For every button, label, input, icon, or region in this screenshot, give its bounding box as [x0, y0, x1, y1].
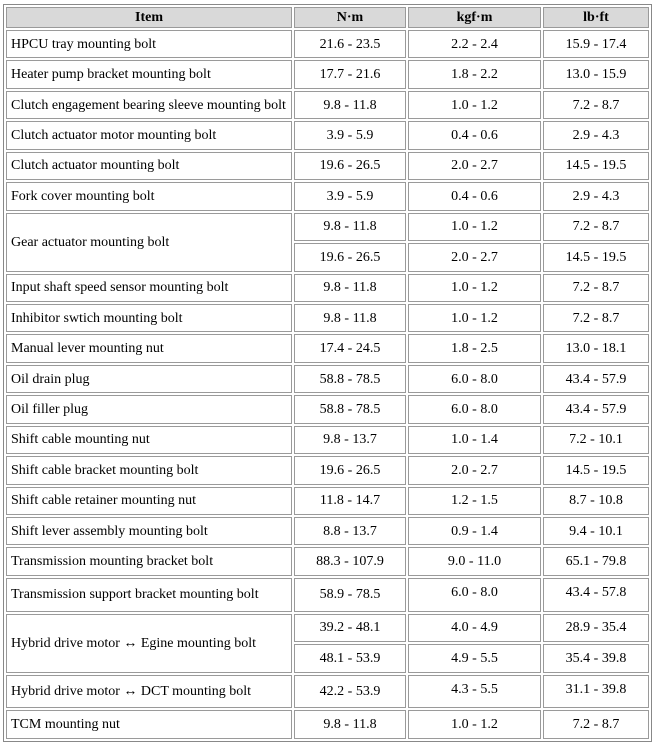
item-cell: Input shaft speed sensor mounting bolt	[6, 274, 292, 302]
header-row	[6, 7, 649, 28]
table-row	[6, 426, 649, 454]
kgfm-cell: 0.9 - 1.4	[408, 517, 541, 545]
lbft-cell: 7.2 - 8.7	[543, 274, 649, 302]
table-row	[6, 675, 649, 709]
lbft-cell: 43.4 - 57.9	[543, 395, 649, 423]
table-row	[6, 91, 649, 119]
lbft-cell: 14.5 - 19.5	[543, 456, 649, 484]
nm-cell: 58.8 - 78.5	[294, 365, 406, 393]
nm-cell: 58.8 - 78.5	[294, 395, 406, 423]
table-row	[6, 710, 649, 739]
kgfm-cell: 1.0 - 1.2	[408, 304, 541, 332]
lbft-cell: 13.0 - 15.9	[543, 60, 649, 88]
kgfm-cell: 9.0 - 11.0	[408, 547, 541, 575]
kgfm-cell: 2.0 - 2.7	[408, 456, 541, 484]
table-row	[6, 517, 649, 545]
item-cell: Shift cable mounting nut	[6, 426, 292, 454]
lbft-cell: 8.7 - 10.8	[543, 487, 649, 515]
table-row	[6, 213, 649, 241]
kgfm-cell: 1.0 - 1.2	[408, 213, 541, 241]
kgfm-cell: 2.0 - 2.7	[408, 152, 541, 180]
lbft-cell: 7.2 - 8.7	[543, 710, 649, 739]
table-row	[6, 365, 649, 393]
nm-cell: 19.6 - 26.5	[294, 152, 406, 180]
nm-cell: 19.6 - 26.5	[294, 456, 406, 484]
lbft-cell: 7.2 - 8.7	[543, 304, 649, 332]
kgfm-cell: 4.3 - 5.5	[408, 675, 541, 709]
kgfm-cell: 1.0 - 1.2	[408, 274, 541, 302]
kgfm-cell: 1.2 - 1.5	[408, 487, 541, 515]
lbft-cell: 13.0 - 18.1	[543, 334, 649, 362]
kgfm-cell: 0.4 - 0.6	[408, 182, 541, 210]
nm-cell: 17.4 - 24.5	[294, 334, 406, 362]
kgfm-cell: 1.0 - 1.4	[408, 426, 541, 454]
lbft-cell: 7.2 - 8.7	[543, 91, 649, 119]
item-cell: HPCU tray mounting bolt	[6, 30, 292, 58]
nm-cell: 48.1 - 53.9	[294, 644, 406, 672]
torque-spec-table	[3, 4, 652, 742]
table-row	[6, 578, 649, 612]
item-cell: Fork cover mounting bolt	[6, 182, 292, 210]
item-cell: Clutch actuator mounting bolt	[6, 152, 292, 180]
item-cell: Transmission mounting bracket bolt	[6, 547, 292, 575]
nm-cell: 21.6 - 23.5	[294, 30, 406, 58]
lbft-cell: 14.5 - 19.5	[543, 243, 649, 271]
item-cell: Shift lever assembly mounting bolt	[6, 517, 292, 545]
lbft-cell: 31.1 - 39.8	[543, 675, 649, 709]
kgfm-cell: 1.0 - 1.2	[408, 91, 541, 119]
table-row	[6, 304, 649, 332]
kgfm-cell: 2.2 - 2.4	[408, 30, 541, 58]
header-nm: N·m	[294, 7, 406, 28]
kgfm-cell: 1.0 - 1.2	[408, 710, 541, 739]
nm-cell: 58.9 - 78.5	[294, 578, 406, 612]
kgfm-cell: 2.0 - 2.7	[408, 243, 541, 271]
table-row	[6, 121, 649, 149]
table-row	[6, 60, 649, 88]
nm-cell: 9.8 - 13.7	[294, 426, 406, 454]
table-row	[6, 152, 649, 180]
kgfm-cell: 0.4 - 0.6	[408, 121, 541, 149]
nm-cell: 8.8 - 13.7	[294, 517, 406, 545]
item-cell: Clutch actuator motor mounting bolt	[6, 121, 292, 149]
header-kgfm: kgf·m	[408, 7, 541, 28]
nm-cell: 11.8 - 14.7	[294, 487, 406, 515]
item-cell: Shift cable bracket mounting bolt	[6, 456, 292, 484]
lbft-cell: 15.9 - 17.4	[543, 30, 649, 58]
lbft-cell: 14.5 - 19.5	[543, 152, 649, 180]
nm-cell: 9.8 - 11.8	[294, 304, 406, 332]
kgfm-cell: 6.0 - 8.0	[408, 395, 541, 423]
table-row	[6, 547, 649, 575]
lbft-cell: 28.9 - 35.4	[543, 614, 649, 642]
kgfm-cell: 1.8 - 2.5	[408, 334, 541, 362]
lbft-cell: 2.9 - 4.3	[543, 121, 649, 149]
kgfm-cell: 4.9 - 5.5	[408, 644, 541, 672]
lbft-cell: 43.4 - 57.9	[543, 365, 649, 393]
nm-cell: 19.6 - 26.5	[294, 243, 406, 271]
lbft-cell: 7.2 - 8.7	[543, 213, 649, 241]
item-cell: Gear actuator mounting bolt	[6, 213, 292, 272]
item-cell: TCM mounting nut	[6, 710, 292, 739]
lbft-cell: 35.4 - 39.8	[543, 644, 649, 672]
kgfm-cell: 6.0 - 8.0	[408, 365, 541, 393]
table-row	[6, 182, 649, 210]
table-row	[6, 487, 649, 515]
nm-cell: 42.2 - 53.9	[294, 675, 406, 709]
item-cell: Manual lever mounting nut	[6, 334, 292, 362]
item-cell: Clutch engagement bearing sleeve mounting bolt	[6, 91, 292, 119]
item-cell: Oil drain plug	[6, 365, 292, 393]
kgfm-cell: 6.0 - 8.0	[408, 578, 541, 612]
nm-cell: 3.9 - 5.9	[294, 121, 406, 149]
item-cell: Hybrid drive motor ↔ Egine mounting bolt	[6, 614, 292, 673]
item-cell: Inhibitor swtich mounting bolt	[6, 304, 292, 332]
nm-cell: 17.7 - 21.6	[294, 60, 406, 88]
item-cell: Oil filler plug	[6, 395, 292, 423]
item-cell: Heater pump bracket mounting bolt	[6, 60, 292, 88]
table-row	[6, 456, 649, 484]
lbft-cell: 7.2 - 10.1	[543, 426, 649, 454]
table-row	[6, 30, 649, 58]
lbft-cell: 2.9 - 4.3	[543, 182, 649, 210]
table-row	[6, 395, 649, 423]
nm-cell: 39.2 - 48.1	[294, 614, 406, 642]
lbft-cell: 65.1 - 79.8	[543, 547, 649, 575]
nm-cell: 9.8 - 11.8	[294, 710, 406, 739]
item-cell: Shift cable retainer mounting nut	[6, 487, 292, 515]
item-cell: Transmission support bracket mounting bolt	[6, 578, 292, 612]
item-cell: Hybrid drive motor ↔ DCT mounting bolt	[6, 675, 292, 709]
header-item: Item	[6, 7, 292, 28]
nm-cell: 88.3 - 107.9	[294, 547, 406, 575]
table-row	[6, 614, 649, 642]
table-row	[6, 334, 649, 362]
nm-cell: 9.8 - 11.8	[294, 91, 406, 119]
nm-cell: 9.8 - 11.8	[294, 274, 406, 302]
kgfm-cell: 1.8 - 2.2	[408, 60, 541, 88]
lbft-cell: 43.4 - 57.8	[543, 578, 649, 612]
header-lbft: lb·ft	[543, 7, 649, 28]
kgfm-cell: 4.0 - 4.9	[408, 614, 541, 642]
table-row	[6, 274, 649, 302]
lbft-cell: 9.4 - 10.1	[543, 517, 649, 545]
nm-cell: 3.9 - 5.9	[294, 182, 406, 210]
nm-cell: 9.8 - 11.8	[294, 213, 406, 241]
